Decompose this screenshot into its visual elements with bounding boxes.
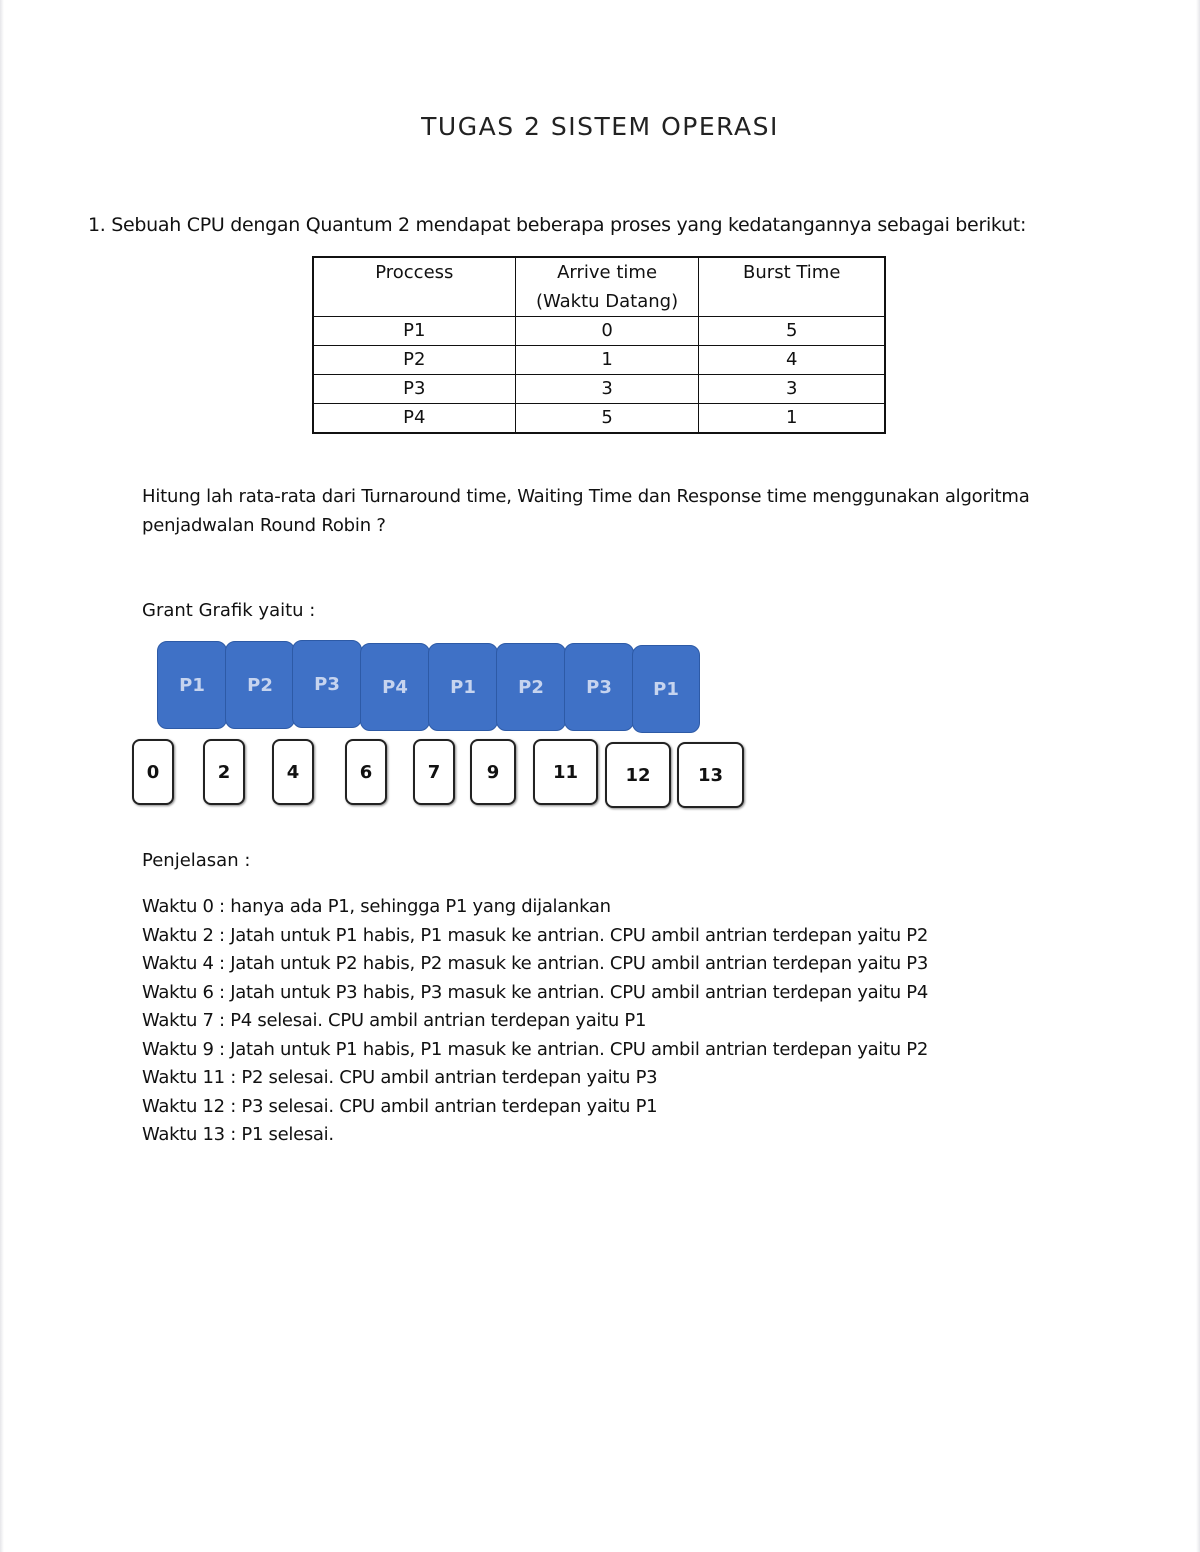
process-table: [312, 256, 886, 434]
explanation-line: Waktu 11 : P2 selesai. CPU ambil antrian terdepan yaitu P3: [142, 1067, 658, 1088]
cell-burst: 1: [699, 404, 885, 434]
cell-arrive: 1: [515, 346, 699, 375]
explanation-list: [142, 893, 928, 1150]
gantt-tick: 13: [677, 742, 744, 808]
gantt-block: P1: [632, 645, 700, 733]
cell-burst: 5: [699, 317, 885, 346]
gantt-block: P2: [496, 643, 566, 731]
gantt-block: P3: [292, 640, 362, 728]
explanation-line: Waktu 4 : Jatah untuk P2 habis, P2 masuk ke antrian. CPU ambil antrian terdepan yaitu P3: [142, 953, 929, 974]
table-header-row: [313, 257, 885, 317]
gantt-tick: 0: [132, 739, 174, 805]
cell-process: P1: [313, 317, 515, 346]
cell-burst: 4: [699, 346, 885, 375]
gantt-block: P1: [428, 643, 498, 731]
gantt-tick: 9: [470, 739, 516, 805]
gantt-tick: 7: [413, 739, 455, 805]
explanation-line: Waktu 7 : P4 selesai. CPU ambil antrian terdepan yaitu P1: [142, 1010, 647, 1031]
table-row: [313, 375, 885, 404]
cell-process: P4: [313, 404, 515, 434]
gantt-tick: 6: [345, 739, 387, 805]
table-row: [313, 317, 885, 346]
explanation-line: Waktu 9 : Jatah untuk P1 habis, P1 masuk ke antrian. CPU ambil antrian terdepan yaitu P2: [142, 1038, 929, 1060]
gantt-tick: 11: [533, 739, 598, 805]
gantt-block: P2: [225, 641, 295, 729]
explanation-line: Waktu 0 : hanya ada P1, sehingga P1 yang dijalankan: [142, 896, 611, 917]
gantt-tick: 4: [272, 739, 314, 805]
cell-burst: 3: [699, 375, 885, 404]
explanation-line: Waktu 13 : P1 selesai.: [142, 1124, 334, 1145]
gantt-block: P1: [157, 641, 227, 729]
instruction-text: Hitung lah rata-rata dari Turnaround time, Waiting Time dan Response time menggunakan algoritma penjadwalan Round Robin ?: [142, 486, 1030, 536]
cell-arrive: 0: [515, 317, 699, 346]
cell-process: P2: [313, 346, 515, 375]
table-row: [313, 346, 885, 375]
cell-arrive: 3: [515, 375, 699, 404]
page-edge: [0, 0, 4, 1552]
explanation-line: Waktu 12 : P3 selesai. CPU ambil antrian terdepan yaitu P1: [142, 1095, 658, 1117]
page-edge: [1196, 0, 1200, 1552]
document-title: TUGAS 2 SISTEM OPERASI: [421, 112, 779, 141]
explanation-title: Penjelasan :: [142, 850, 251, 871]
gantt-block: P4: [360, 643, 430, 731]
gantt-label: Grant Grafik yaitu :: [142, 600, 316, 621]
question-text: 1. Sebuah CPU dengan Quantum 2 mendapat beberapa proses yang kedatangannya sebagai berikut:: [88, 214, 1027, 236]
table-row: [313, 404, 885, 434]
gantt-tick: 12: [605, 742, 671, 808]
explanation-line: Waktu 2 : Jatah untuk P1 habis, P1 masuk ke antrian. CPU ambil antrian terdepan yaitu P2: [142, 924, 929, 946]
header-arrive-time: Arrive time (Waktu Datang): [515, 257, 699, 317]
header-burst-time: Burst Time: [699, 257, 885, 317]
header-process: Proccess: [313, 257, 515, 317]
cell-arrive: 5: [515, 404, 699, 434]
cell-process: P3: [313, 375, 515, 404]
gantt-block: P3: [564, 643, 634, 731]
gantt-tick: 2: [203, 739, 245, 805]
explanation-line: Waktu 6 : Jatah untuk P3 habis, P3 masuk ke antrian. CPU ambil antrian terdepan yaitu P4: [142, 981, 929, 1003]
